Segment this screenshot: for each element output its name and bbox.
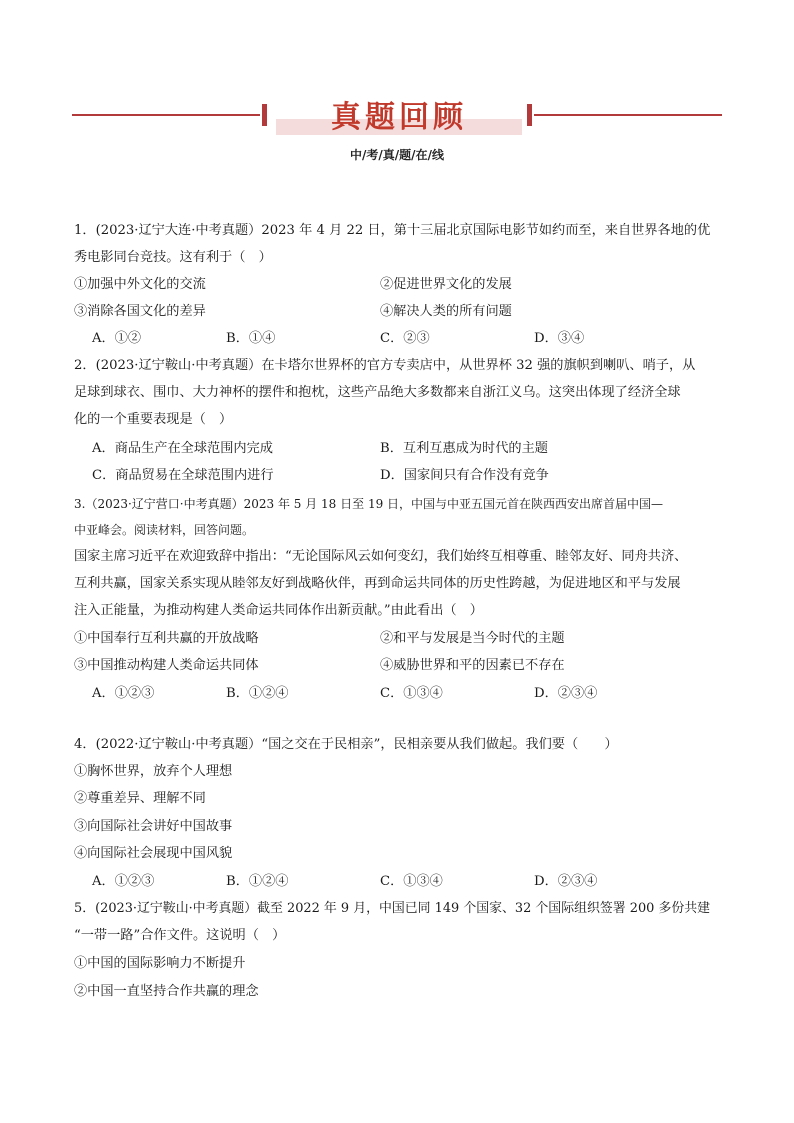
q3-item-4: ④威胁世界和平的因素已不存在 [380, 658, 565, 673]
q4-item-3: ③向国际社会讲好中国故事 [74, 819, 233, 834]
q4-item-4: ④向国际社会展现中国风貌 [74, 846, 233, 861]
q1-stem-line1: 1．(2023·辽宁大连·中考真题）2023 年 4 月 22 日，第十三届北京国际电影节如约而至，来自世界各地的优 [74, 223, 711, 238]
q2-choice-a[interactable]: A．商品生产在全球范围内完成 [92, 441, 273, 456]
q4-choice-c[interactable]: C．①③④ [380, 874, 443, 889]
q5-stem-line1: 5．(2023·辽宁鞍山·中考真题）截至 2022 年 9 月，中国已同 149 个国家、32 个国际组织签署 200 多份共建 [74, 901, 711, 916]
q3-item-3: ③中国推动构建人类命运共同体 [74, 658, 259, 673]
header-rule-right [534, 114, 722, 116]
q4-choice-a[interactable]: A．①②③ [92, 874, 155, 889]
q2-choice-d[interactable]: D．国家间只有合作没有竞争 [380, 468, 549, 483]
page-subtitle: 中/考/真/题/在/线 [350, 148, 444, 162]
q3-material-line3: 注入正能量，为推动构建人类命运共同体作出新贡献。”由此看出（ ） [74, 603, 483, 618]
header-bar-right [527, 104, 532, 126]
q3-material-line2: 互利共赢，国家关系实现从睦邻友好到战略伙伴，再到命运共同体的历史性跨越，为促进地区和平与发展 [74, 576, 681, 591]
q4-stem-line1: 4．(2022·辽宁鞍山·中考真题）“国之交在于民相亲”，民相亲要从我们做起。我们要（ ） [74, 737, 618, 752]
header-rule-left [72, 114, 260, 116]
q3-item-1: ①中国奉行互利共赢的开放战略 [74, 631, 259, 646]
header-bar-left [262, 104, 267, 126]
q3-material-line1: 国家主席习近平在欢迎致辞中指出：“无论国际风云如何变幻，我们始终互相尊重、睦邻友好、同舟共济、 [74, 549, 688, 564]
q2-stem-line3: 化的一个重要表现是（ ） [74, 412, 233, 427]
q2-stem-line1: 2．(2023·辽宁鞍山·中考真题）在卡塔尔世界杯的官方专卖店中，从世界杯 32 强的旗帜到喇叭、哨子，从 [74, 358, 696, 373]
q2-choice-b[interactable]: B．互利互惠成为时代的主题 [380, 441, 548, 456]
q4-item-1: ①胸怀世界，放弃个人理想 [74, 764, 233, 779]
q3-stem-line2: 中亚峰会。阅读材料，回答问题。 [74, 523, 255, 537]
q1-choice-a[interactable]: A．①② [92, 331, 142, 346]
q4-choice-d[interactable]: D．②③④ [534, 874, 598, 889]
q1-item-3: ③消除各国文化的差异 [74, 304, 206, 319]
q5-item-1: ①中国的国际影响力不断提升 [74, 956, 246, 971]
q2-stem-line2: 足球到球衣、围巾、大力神杯的摆件和抱枕，这些产品绝大多数都来自浙江义乌。这突出体现了经济全球 [74, 385, 681, 400]
q2-choice-c[interactable]: C．商品贸易在全球范围内进行 [92, 468, 274, 483]
q4-item-2: ②尊重差异、理解不同 [74, 791, 206, 806]
q4-choice-b[interactable]: B．①②④ [226, 874, 289, 889]
q1-item-4: ④解决人类的所有问题 [380, 304, 512, 319]
q1-item-2: ②促进世界文化的发展 [380, 277, 512, 292]
q5-stem-line2: “一带一路”合作文件。这说明（ ） [74, 928, 286, 943]
q3-stem-line1: 3.（2023·辽宁营口·中考真题）2023 年 5 月 18 日至 19 日，中国与中亚五国元首在陕西西安出席首届中国— [74, 497, 664, 511]
q3-choice-b[interactable]: B．①②④ [226, 686, 289, 701]
q3-choice-a[interactable]: A．①②③ [92, 686, 155, 701]
q1-choice-c[interactable]: C．②③ [380, 331, 430, 346]
q5-item-2: ②中国一直坚持合作共赢的理念 [74, 984, 259, 999]
q3-item-2: ②和平与发展是当今时代的主题 [380, 631, 565, 646]
q3-choice-d[interactable]: D．②③④ [534, 686, 598, 701]
q3-choice-c[interactable]: C．①③④ [380, 686, 443, 701]
q1-item-1: ①加强中外文化的交流 [74, 277, 206, 292]
q1-choice-b[interactable]: B．①④ [226, 331, 276, 346]
page-title: 真题回顾 [331, 100, 467, 135]
q1-stem-line2: 秀电影同台竞技。这有利于（ ） [74, 250, 272, 265]
q1-choice-d[interactable]: D．③④ [534, 331, 585, 346]
